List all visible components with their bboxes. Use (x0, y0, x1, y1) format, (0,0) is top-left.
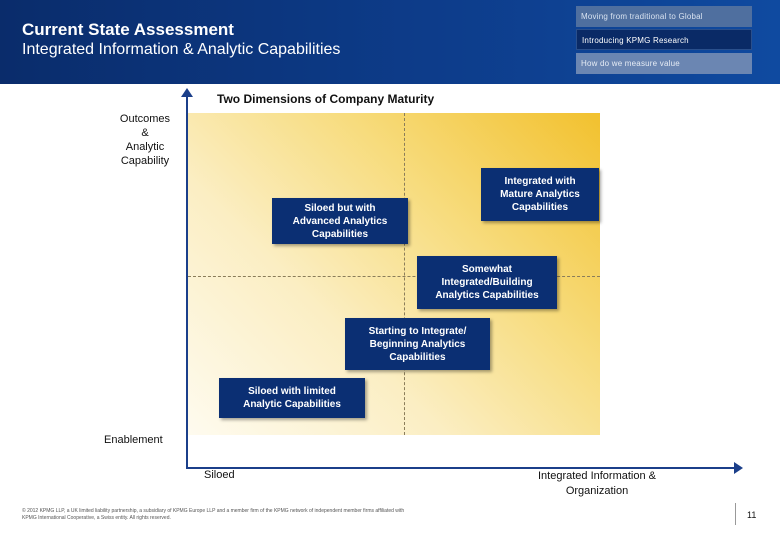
box-line: Advanced Analytics (292, 215, 388, 227)
copyright-footer (22, 508, 502, 522)
y-axis-label-line: Capability (120, 155, 170, 167)
box-line: Capabilities (511, 202, 569, 213)
box-line: Analytics Capabilities (435, 290, 539, 301)
y-axis-label-line: Analytic (125, 141, 165, 153)
x-axis-right-label-line: Organization (565, 485, 629, 497)
box-line: Siloed with limited (248, 386, 336, 397)
slide-title: Current State Assessment (22, 20, 234, 39)
box-line: Capabilities (389, 351, 446, 363)
maturity-box-somewhat-integrated (417, 256, 557, 309)
maturity-box-integrated-mature (481, 168, 599, 221)
y-axis-label-line: & (141, 127, 149, 139)
footer-divider (735, 503, 736, 525)
box-line: Siloed but with (304, 202, 376, 214)
maturity-box-starting-integrate (345, 318, 490, 370)
nav-item-introducing-research[interactable]: Introducing KPMG Research (576, 29, 752, 50)
maturity-box-siloed-limited (219, 378, 365, 418)
box-line: Mature Analytics (500, 189, 580, 200)
nav-item-moving-traditional[interactable]: Moving from traditional to Global (576, 6, 752, 27)
vertical-divider (404, 113, 405, 435)
box-line: Integrated/Building (441, 277, 533, 288)
copyright-line: © 2012 KPMG LLP, a UK limited liability partnership, a subsidiary of KPMG Europe LLP and a member firm of the KPMG network of independent member firms affiliated with (22, 508, 405, 514)
x-axis-right-label-line: Integrated Information & (537, 470, 656, 482)
box-line: Analytic Capabilities (243, 399, 341, 410)
x-axis-arrow-icon (734, 462, 743, 474)
box-line: Somewhat (461, 264, 512, 275)
slide-subtitle: Integrated Information & Analytic Capabilities (22, 41, 341, 58)
page-number: 11 (747, 510, 757, 520)
maturity-box-siloed-advanced (272, 198, 408, 244)
copyright-line: KPMG International Cooperative, a Swiss entity. All rights reserved. (22, 515, 171, 521)
box-line: Capabilities (311, 228, 369, 240)
box-line: Beginning Analytics (369, 338, 466, 350)
nav-item-measure-value[interactable]: How do we measure value (576, 53, 752, 74)
y-axis-label (106, 112, 184, 168)
diagram-title: Two Dimensions of Company Maturity (217, 92, 435, 106)
y-axis-arrow-icon (181, 88, 193, 97)
y-axis-line (186, 94, 188, 468)
x-axis-left-label: Siloed (204, 469, 235, 481)
x-axis-origin-label: Enablement (104, 434, 163, 446)
box-line: Integrated with (504, 176, 576, 187)
y-axis-label-line: Outcomes (119, 113, 171, 125)
x-axis-right-label (522, 469, 672, 499)
box-line: Starting to Integrate/ (368, 325, 467, 337)
